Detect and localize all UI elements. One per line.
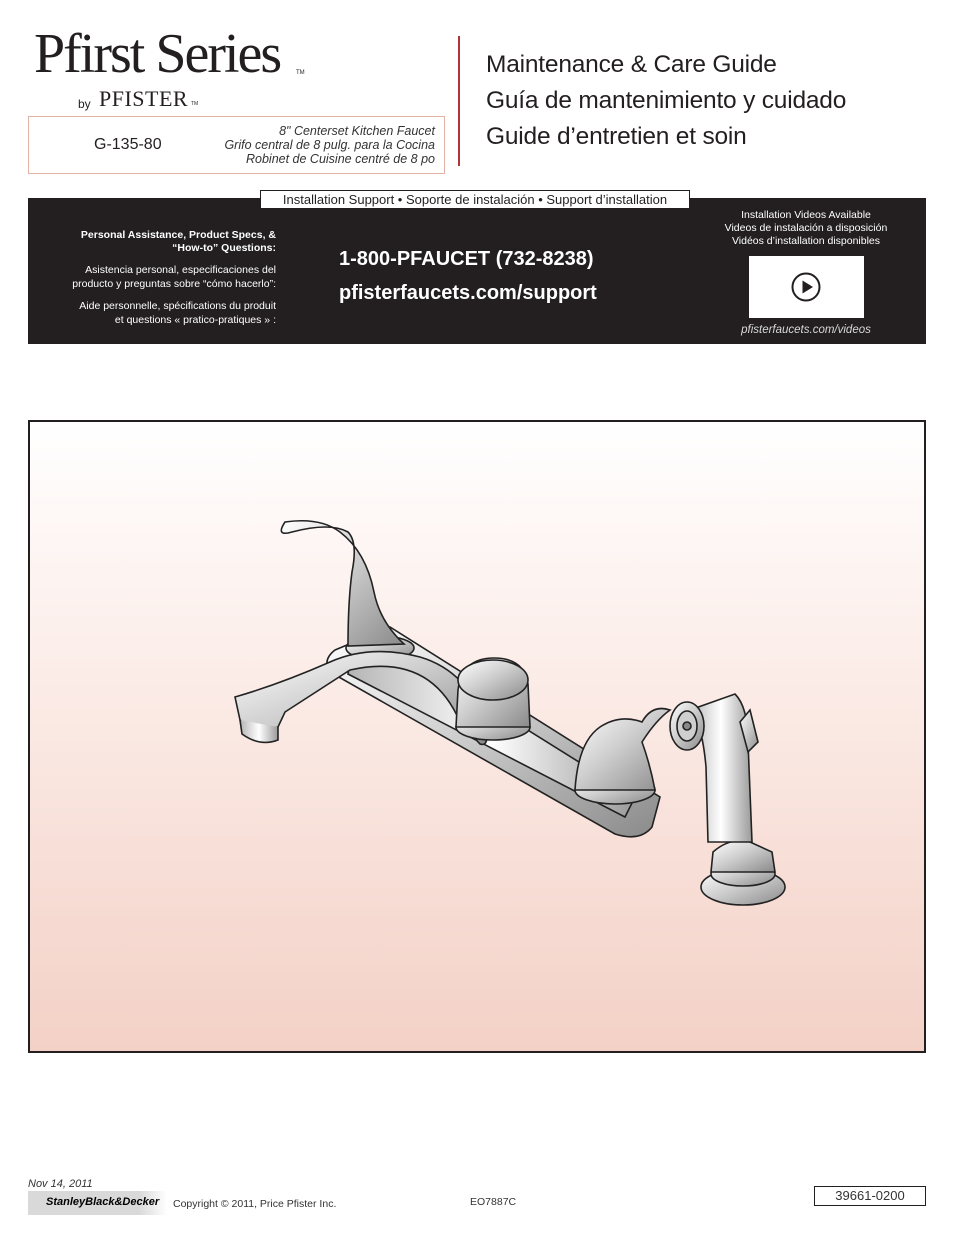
logo-brand-trademark: TM [191, 101, 199, 107]
product-illustration [28, 420, 926, 1053]
header-divider [458, 36, 460, 166]
footer-part-number: 39661-0200 [814, 1186, 926, 1206]
logo-brand: PFISTER [99, 86, 189, 111]
faucet-drawing [235, 521, 785, 905]
faucet-illustration [30, 422, 924, 1051]
footer-date: Nov 14, 2011 [28, 1178, 93, 1190]
footer-document-code: EO7887C [470, 1196, 517, 1208]
model-description-fr: Robinet de Cuisine centré de 8 po [245, 152, 435, 166]
videos-available-en: Installation Videos Available [741, 209, 871, 221]
guide-title-en: Maintenance & Care Guide [486, 51, 777, 78]
help-text-en-1: Personal Assistance, Product Specs, & [80, 229, 276, 241]
support-phone[interactable]: 1-800-PFAUCET (732-8238) [339, 248, 594, 270]
help-text-es-1: Asistencia personal, especificaciones del [85, 264, 276, 276]
guide-title-fr: Guide d’entretien et soin [486, 123, 747, 150]
videos-available-es: Videos de instalación a disposición [724, 222, 888, 234]
help-text-fr-2: et questions « pratico-pratiques » : [114, 314, 276, 326]
videos-available-fr: Vidéos d’installation disponibles [731, 235, 881, 247]
support-tab-label: Installation Support • Soporte de instalación • Support d’installation [260, 190, 690, 209]
model-description-es: Grifo central de 8 pulg. para la Cocina [224, 138, 435, 152]
support-website-link[interactable]: pfisterfaucets.com/support [339, 282, 597, 304]
help-text-es-2: producto y preguntas sobre “cómo hacerlo”: [72, 278, 276, 290]
footer-brand: StanleyBlack&Decker [46, 1196, 160, 1208]
model-description-en: 8" Centerset Kitchen Faucet [279, 124, 435, 138]
help-text-en-2: “How-to” Questions: [172, 242, 276, 254]
guide-title-es: Guía de mantenimiento y cuidado [486, 87, 847, 114]
logo-by: by [78, 97, 91, 111]
logo-trademark: TM [296, 70, 305, 76]
logo-series-name: Pfirst Series [34, 23, 281, 85]
play-icon[interactable] [790, 271, 822, 303]
videos-link[interactable]: pfisterfaucets.com/videos [741, 324, 871, 336]
footer-copyright: Copyright © 2011, Price Pfister Inc. [173, 1198, 337, 1210]
model-number: G-135-80 [94, 136, 162, 153]
help-text-fr-1: Aide personnelle, spécifications du produit [79, 300, 276, 312]
